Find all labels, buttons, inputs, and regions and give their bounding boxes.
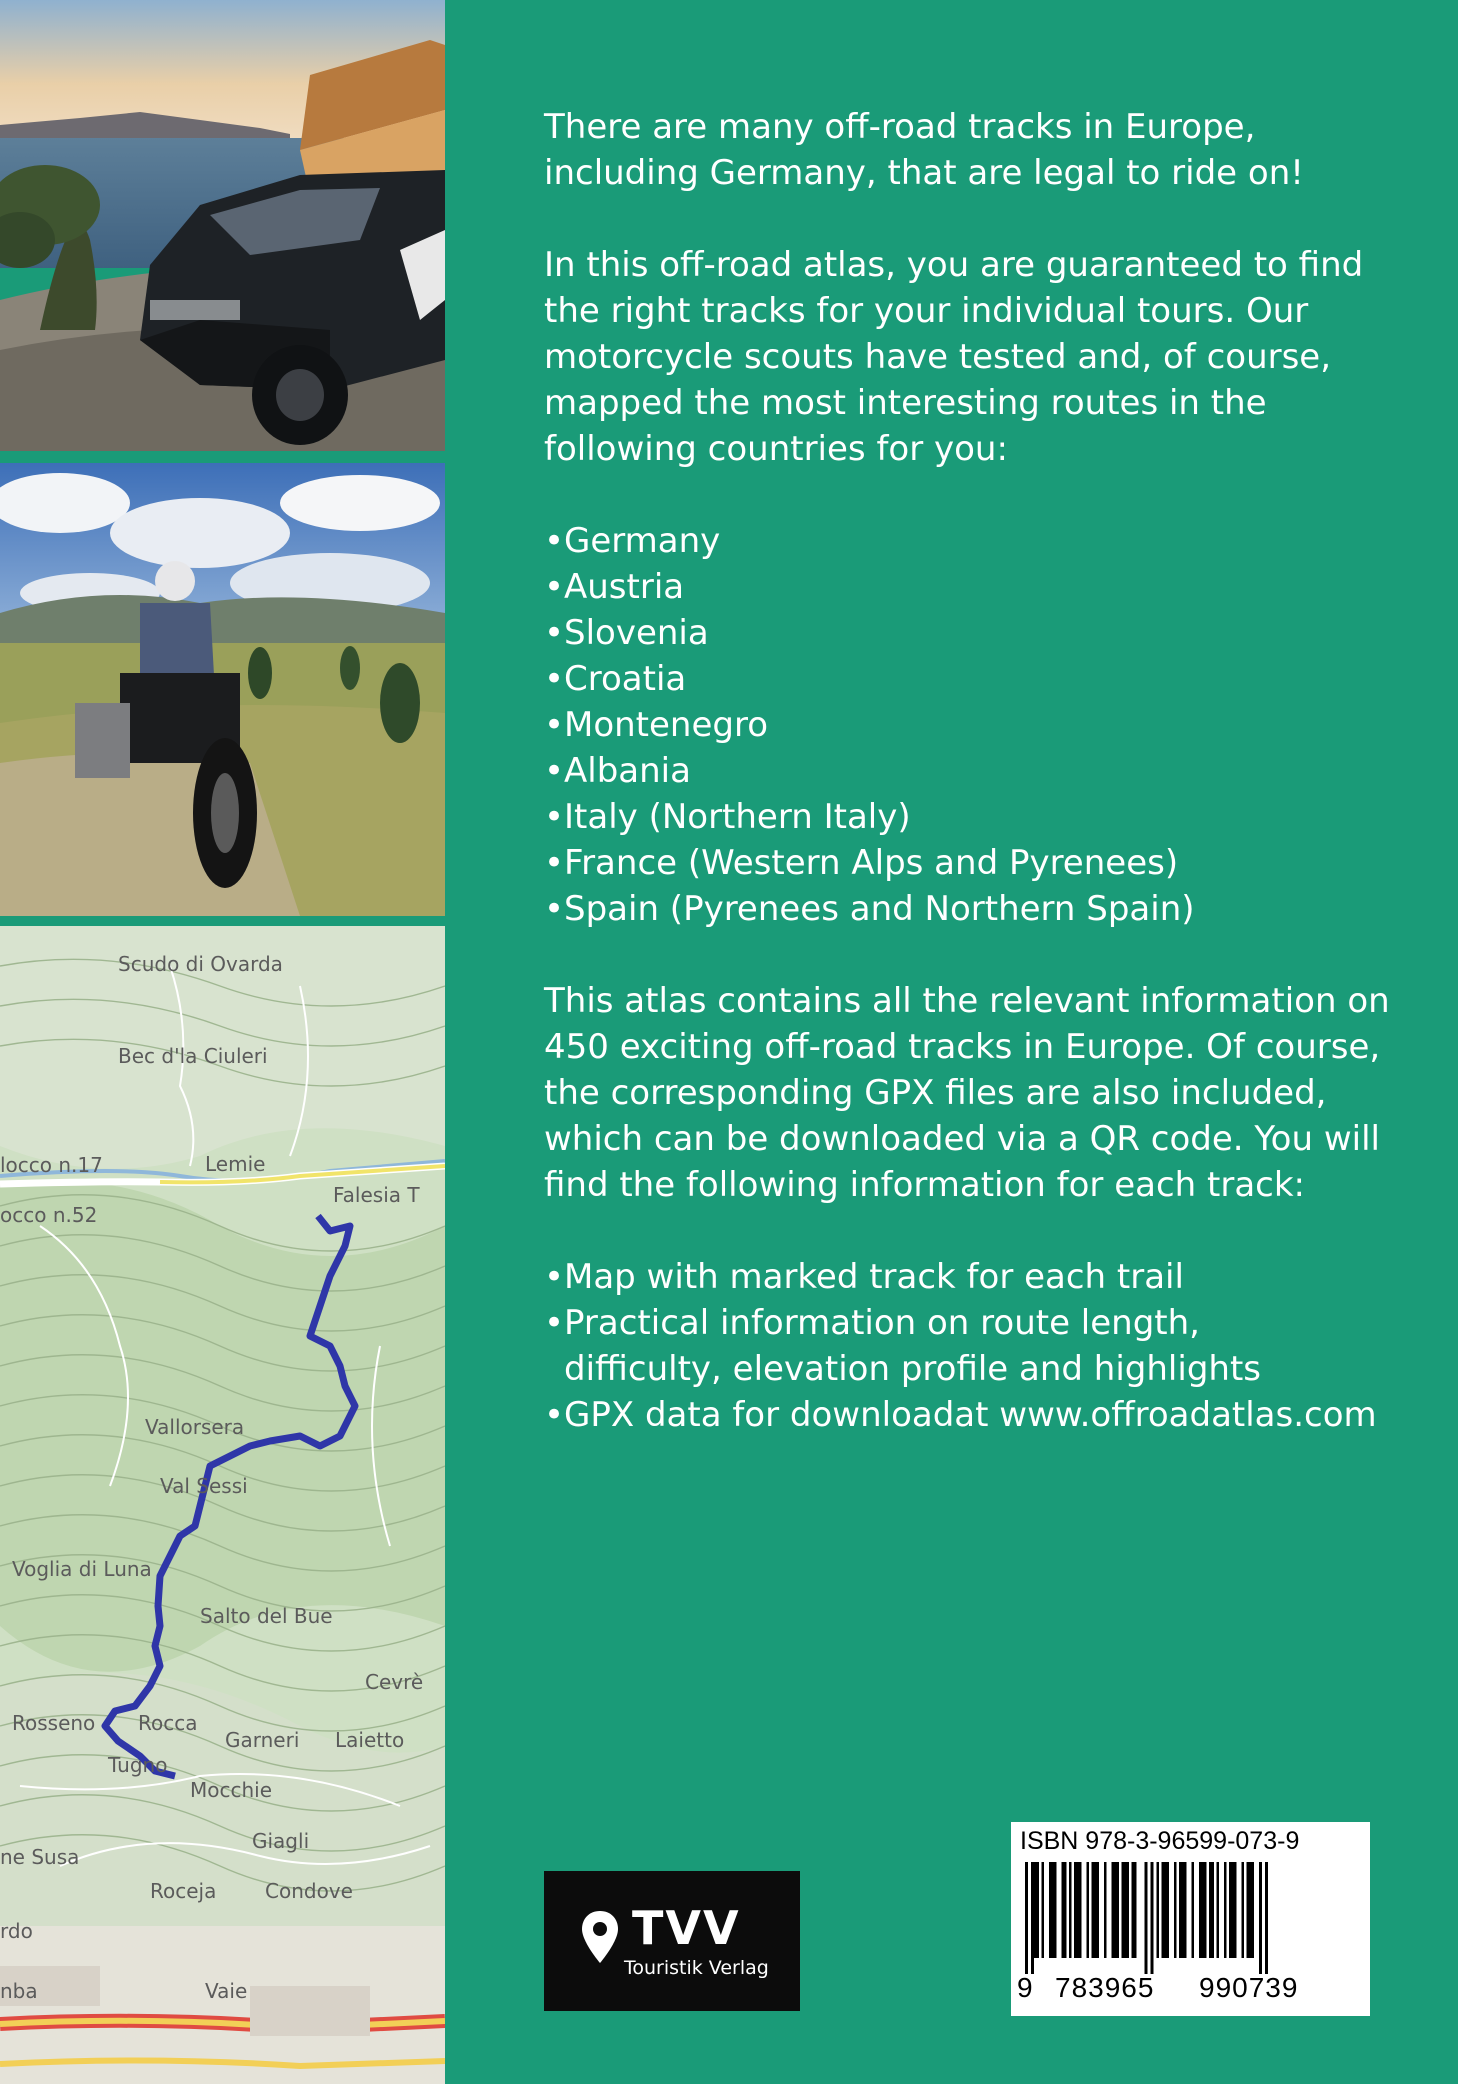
barcode-bar	[1062, 1862, 1067, 1958]
intro-paragraph: There are many off-road tracks in Europe, including Germany, that are legal to ride on!	[544, 107, 1304, 193]
map-label: locco n.17	[0, 1153, 103, 1177]
map-label: Cevrè	[365, 1670, 424, 1694]
barcode-bar	[1224, 1862, 1227, 1958]
map-label: Salto del Bue	[200, 1604, 333, 1628]
barcode-bar	[1049, 1862, 1057, 1958]
list-item	[544, 656, 1404, 702]
barcode-bar	[1034, 1862, 1039, 1958]
topographic-map	[0, 926, 445, 2084]
barcode-bar	[1112, 1862, 1120, 1958]
isbn-number: ISBN 978-3-96599-073-9	[1020, 1827, 1300, 1855]
map-label: Val Sessi	[160, 1474, 248, 1498]
barcode-bar	[1151, 1862, 1154, 1974]
map-label: occo n.52	[0, 1203, 98, 1227]
map-label: Tugno	[108, 1753, 168, 1777]
map-label: Mocchie	[190, 1778, 273, 1802]
barcode-bar	[1209, 1862, 1214, 1958]
barcode-bar	[1042, 1862, 1045, 1958]
country-list	[544, 518, 1404, 932]
bullet: •	[544, 521, 565, 561]
map-label: Vallorsera	[145, 1415, 245, 1439]
country-name: Albania	[564, 751, 691, 791]
bullet: •	[544, 705, 565, 745]
barcode-bar	[1092, 1862, 1100, 1958]
photo-motorcyclist	[0, 463, 445, 916]
list-item	[544, 794, 1404, 840]
bullet: •	[544, 889, 565, 929]
barcode-bar	[1229, 1862, 1237, 1958]
barcode-bar	[1247, 1862, 1255, 1958]
map-label: Scudo di Ovarda	[118, 952, 283, 976]
list-item	[544, 1392, 1404, 1438]
barcode-bar	[1074, 1862, 1082, 1958]
barcode-digits-left: 783965	[1055, 1972, 1155, 2003]
list-item	[544, 886, 1404, 932]
country-name: Montenegro	[564, 705, 769, 745]
list-item	[544, 518, 1404, 564]
map-label: Rocca	[138, 1711, 198, 1735]
barcode-bar	[1145, 1862, 1148, 1974]
barcode-bar	[1217, 1862, 1220, 1958]
barcode-bar	[1104, 1862, 1107, 1958]
atlas-paragraph: In this off-road atlas, you are guaranteed to find the right tracks for your individual tours. Our motorcycle scouts have tested and, of course, mapped the most interesting routes in the following countries for you:	[544, 245, 1364, 469]
barcode-bar	[1174, 1862, 1177, 1958]
bullet: •	[544, 1303, 565, 1343]
map-label: Condove	[265, 1879, 353, 1903]
list-item	[544, 1300, 1404, 1346]
barcode-bar	[1025, 1862, 1028, 1974]
barcode-bar	[1162, 1862, 1170, 1958]
list-item	[544, 748, 1404, 794]
barcode-digits-right: 990739	[1199, 1972, 1299, 2003]
bullet: •	[544, 567, 565, 607]
country-name: Germany	[564, 521, 721, 561]
left-image-column	[0, 0, 445, 2084]
country-name: Spain (Pyrenees and Northern Spain)	[564, 889, 1195, 929]
publisher-subtitle: Touristik Verlag	[624, 1957, 769, 1979]
map-label: Lemie	[205, 1152, 266, 1176]
map-pin-icon	[580, 1909, 620, 1965]
barcode-bar	[1242, 1862, 1245, 1958]
barcode-bar	[1122, 1862, 1130, 1958]
country-name: Croatia	[564, 659, 687, 699]
country-name: Italy (Northern Italy)	[564, 797, 911, 837]
list-item	[544, 840, 1404, 886]
map-label: Bec d'la Ciuleri	[118, 1044, 268, 1068]
map-label: Roceja	[150, 1879, 217, 1903]
country-name: Austria	[564, 567, 685, 607]
country-name: Slovenia	[564, 613, 709, 653]
map-label: Laietto	[335, 1728, 405, 1752]
barcode-bar	[1031, 1862, 1034, 1974]
map-label: Vaie	[205, 1979, 248, 2003]
photo-offroad-vehicle	[0, 0, 445, 451]
bullet: •	[544, 797, 565, 837]
list-item	[544, 564, 1404, 610]
map-label: Voglia di Luna	[12, 1557, 152, 1581]
barcode-digit-first: 9	[1017, 1972, 1034, 2003]
bullet: •	[544, 1257, 565, 1297]
map-label: Falesia T	[333, 1183, 420, 1207]
publisher-logo	[544, 1871, 800, 2011]
list-item	[544, 702, 1404, 748]
bullet: •	[544, 843, 565, 883]
map-label: Garneri	[225, 1728, 300, 1752]
barcode-bar	[1132, 1862, 1137, 1958]
barcode-bar	[1069, 1862, 1072, 1958]
barcode-bar	[1199, 1862, 1207, 1958]
description	[544, 104, 1404, 1484]
feature-text: Practical information on route length,	[564, 1303, 1200, 1343]
map-label: rdo	[0, 1919, 33, 1943]
barcode-bar	[1179, 1862, 1187, 1958]
bullet: •	[544, 1395, 565, 1435]
list-item-continuation	[544, 1346, 1404, 1392]
map-label: nba	[0, 1979, 38, 2003]
text-panel	[445, 0, 1458, 2084]
map-label: Giagli	[252, 1829, 310, 1853]
map-label: Rosseno	[12, 1711, 96, 1735]
feature-list	[544, 1254, 1404, 1438]
isbn-barcode	[1011, 1822, 1370, 2016]
barcode-bar	[1087, 1862, 1090, 1958]
barcode-bars	[1023, 1862, 1358, 1974]
barcode-bar	[1265, 1862, 1268, 1974]
bullet: •	[544, 613, 565, 653]
country-name: France (Western Alps and Pyrenees)	[564, 843, 1179, 883]
list-item	[544, 610, 1404, 656]
contents-paragraph: This atlas contains all the relevant information on 450 exciting off-road tracks in Europe. Of course, the corresponding GPX files are also included, which can be downloaded via a QR code. You will find the following information for each track:	[544, 981, 1390, 1205]
barcode-bar	[1259, 1862, 1262, 1974]
barcode-bar	[1157, 1862, 1160, 1958]
publisher-name: TVV	[632, 1901, 741, 1955]
feature-text: Map with marked track for each trail	[564, 1257, 1184, 1297]
feature-text: difficulty, elevation profile and highlights	[564, 1349, 1261, 1389]
map-label: ne Susa	[0, 1845, 80, 1869]
feature-text: GPX data for downloadat www.offroadatlas.com	[564, 1395, 1377, 1435]
barcode-bar	[1192, 1862, 1195, 1958]
bullet: •	[544, 659, 565, 699]
bullet: •	[544, 751, 565, 791]
list-item	[544, 1254, 1404, 1300]
